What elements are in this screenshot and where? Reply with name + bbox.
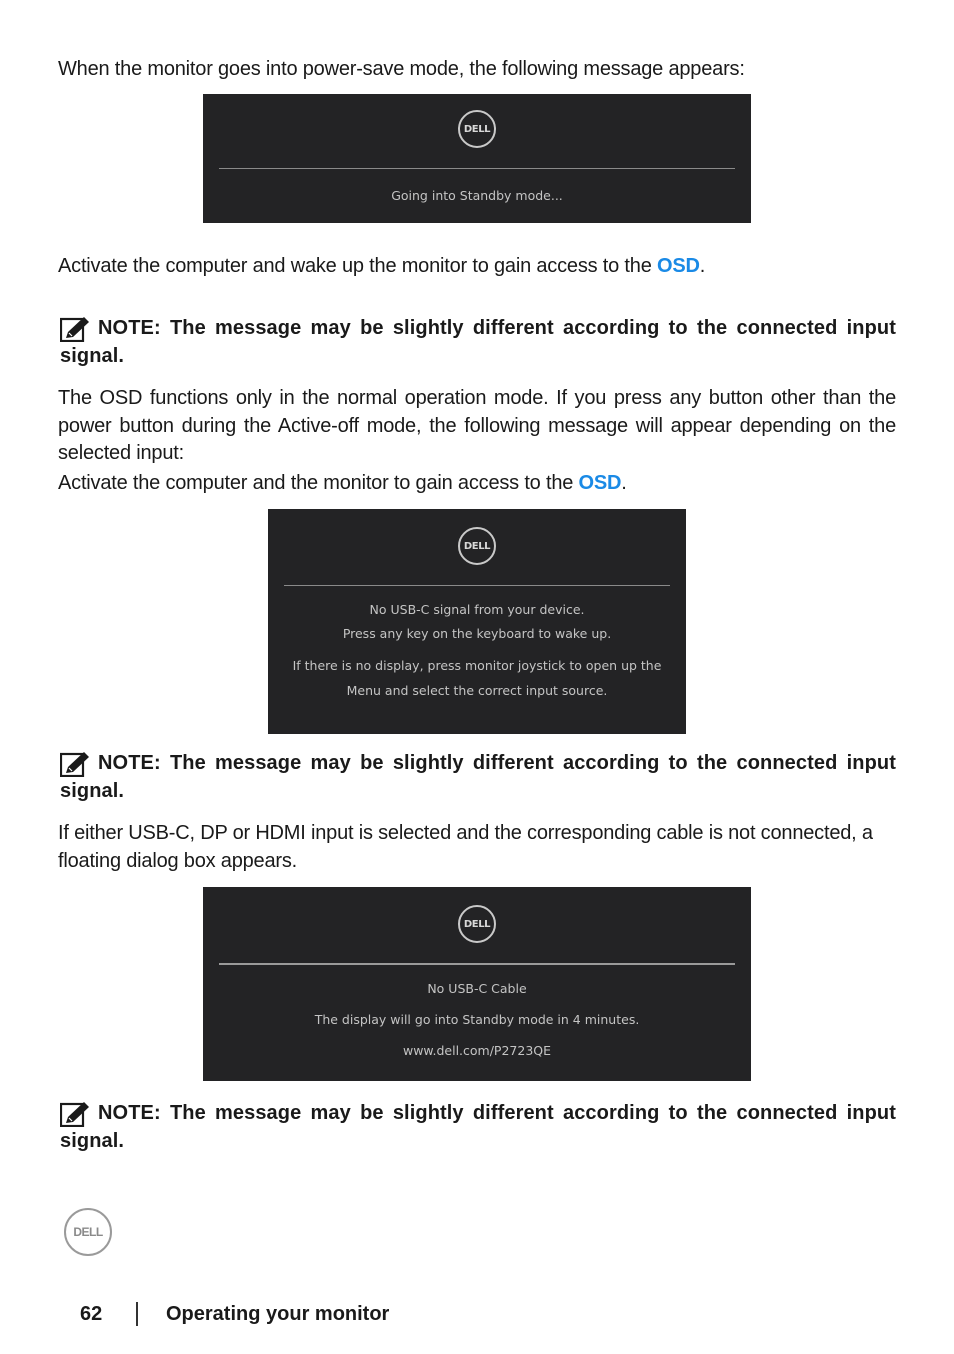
period-2: . xyxy=(621,472,627,494)
panel-divider xyxy=(219,963,735,965)
pencil-note-icon xyxy=(60,1101,90,1127)
dell-footer-logo-icon: DELL xyxy=(64,1208,112,1256)
note-text: The message may be slightly different according to the connected input signal. xyxy=(60,1102,896,1152)
note-block xyxy=(60,1099,896,1155)
panel-line: No USB-C signal from your device. xyxy=(369,602,585,617)
osd-link-2[interactable]: OSD xyxy=(578,472,622,494)
activate-text: Activate the computer and wake up the monitor to gain access to the xyxy=(58,255,657,277)
footer-separator xyxy=(136,1302,138,1326)
dell-logo-icon: DELL xyxy=(458,905,496,943)
dell-logo-icon: DELL xyxy=(458,110,496,148)
intro-paragraph: When the monitor goes into power-save mode, the following message appears: xyxy=(58,58,745,80)
page-number: 62 xyxy=(80,1303,103,1325)
osd-link[interactable]: OSD xyxy=(656,255,700,277)
panel-line: Press any key on the keyboard to wake up. xyxy=(342,626,612,641)
panel-divider xyxy=(284,585,670,586)
no-signal-message-panel xyxy=(268,509,686,734)
activate-paragraph-2 xyxy=(58,470,896,498)
pencil-note-icon xyxy=(60,316,90,342)
note-label: NOTE: xyxy=(98,752,161,774)
panel-divider xyxy=(219,168,735,169)
cable-paragraph: If either USB-C, DP or HDMI input is selected and the corresponding cable is not connected, a floating dialog box appears. xyxy=(58,822,873,872)
panel-line: If there is no display, press monitor joystick to open up the xyxy=(292,658,662,673)
pencil-note-icon xyxy=(60,751,90,777)
note-label: NOTE: xyxy=(98,1102,161,1124)
no-cable-message-panel xyxy=(203,887,751,1081)
section-title: Operating your monitor xyxy=(166,1303,390,1325)
panel-line: Menu and select the correct input source. xyxy=(346,683,608,698)
standby-message-panel xyxy=(203,94,751,223)
page-footer xyxy=(80,1300,390,1328)
panel-message: Going into Standby mode... xyxy=(391,188,563,203)
panel-line: www.dell.com/P2723QE xyxy=(402,1043,552,1058)
osd-paragraph: The OSD functions only in the normal operation mode. If you press any button other than the power button during the Active-off mode, the following message will appear depending on the selected input: xyxy=(58,387,896,464)
period: . xyxy=(699,255,706,277)
panel-line: No USB-C Cable xyxy=(427,981,527,996)
note-label: NOTE: xyxy=(98,317,161,339)
dell-logo-icon: DELL xyxy=(458,527,496,565)
panel-line: The display will go into Standby mode in 4 minutes. xyxy=(314,1012,640,1027)
activate-text-2: Activate the computer and the monitor to gain access to the xyxy=(58,472,579,494)
note-text: The message may be slightly different according to the connected input signal. xyxy=(60,752,896,802)
note-text: The message may be slightly different according to the connected input signal. xyxy=(60,317,896,367)
activate-paragraph xyxy=(58,253,896,281)
note-block xyxy=(60,749,896,805)
note-block xyxy=(60,314,896,370)
